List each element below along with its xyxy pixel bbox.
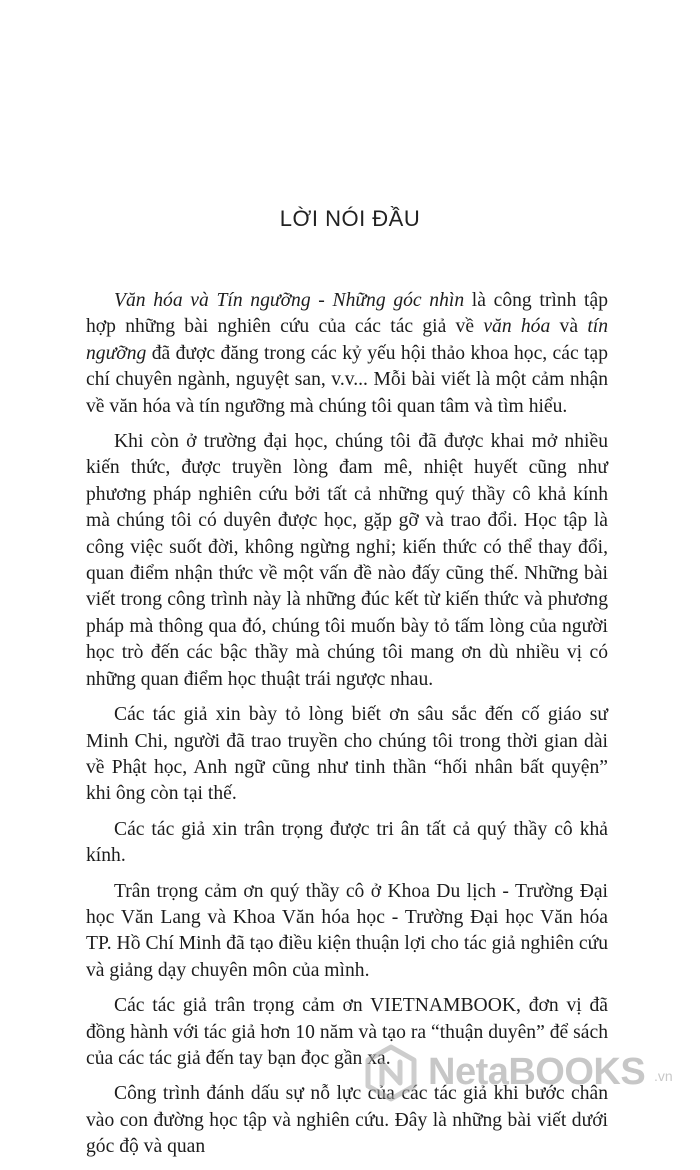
paragraph-2: Khi còn ở trường đại học, chúng tôi đã được khai mở nhiều kiến thức, được truyền lòng đam mê, nhiệt huyết cũng như phương pháp nghiên cứu bởi tất cả những quý thầy cô khả kính mà chúng tôi có duyên được học, gặp gỡ và trao đổi. Học tập là công việc suốt đời, không ngừng nghỉ; kiến thức có thể thay đổi, quan điểm nhận thức về một vấn đề nào đấy cũng thế. Những bài viết trong công trình này là những đúc kết từ kiến thức và phương pháp mà thông qua đó, chúng tôi muốn bày tỏ tấm lòng của người học trò đến các bậc thầy mà chúng tôi mang ơn dù nhiều vị có những quan điểm học thuật trái ngược nhau.	[86, 431, 608, 690]
page-title: LỜI NÓI ĐẦU	[279, 206, 421, 231]
paragraph-7: Công trình đánh dấu sự nỗ lực của các tác giả khi bước chân vào con đường học tập và nghiên cứu. Đây là những bài viết dưới góc độ và quan	[86, 1083, 608, 1158]
paragraph-3: Các tác giả xin bày tỏ lòng biết ơn sâu sắc đến cố giáo sư Minh Chi, người đã trao truyền cho chúng tôi trong thời gian dài về Phật học, Anh ngữ cũng như tinh thần “hối nhân bất quyện” khi ông còn tại thế.	[86, 704, 608, 805]
netabooks-logo-icon	[362, 1044, 420, 1102]
watermark-brand: NetaBOOKS	[428, 1051, 646, 1093]
book-title-italic: Văn hóa và Tín ngưỡng - Những góc nhìn	[114, 290, 465, 311]
watermark	[362, 1044, 692, 1104]
paragraph-4: Các tác giả xin trân trọng được tri ân tất cả quý thầy cô khả kính.	[86, 818, 608, 867]
paragraph-6: Các tác giả trân trọng cảm ơn VIETNAMBOOK, đơn vị đã đồng hành với tác giả hơn 10 năm và tạo ra “thuận duyên” để sách của các tác giả đến tay bạn đọc gần xa.	[86, 995, 608, 1069]
page-body	[86, 288, 608, 1170]
watermark-domain: .vn	[654, 1068, 673, 1084]
paragraph-5: Trân trọng cảm ơn quý thầy cô ở Khoa Du lịch - Trường Đại học Văn Lang và Khoa Văn hóa học - Trường Đại học Văn hóa TP. Hồ Chí Minh đã tạo điều kiện thuận lợi cho tác giả nghiên cứu và giảng dạy chuyên môn của mình.	[86, 880, 608, 981]
paragraph-1: Văn hóa và Tín ngưỡng - Những góc nhìn là công trình tập hợp những bài nghiên cứu của các tác giả về văn hóa và tín ngưỡng đã được đăng trong các kỷ yếu hội thảo khoa học, các tạp chí chuyên ngành, nguyệt san, v.v... Mỗi bài viết là một cảm nhận về văn hóa và tín ngưỡng mà chúng tôi quan tâm và tìm hiểu.	[86, 290, 608, 417]
